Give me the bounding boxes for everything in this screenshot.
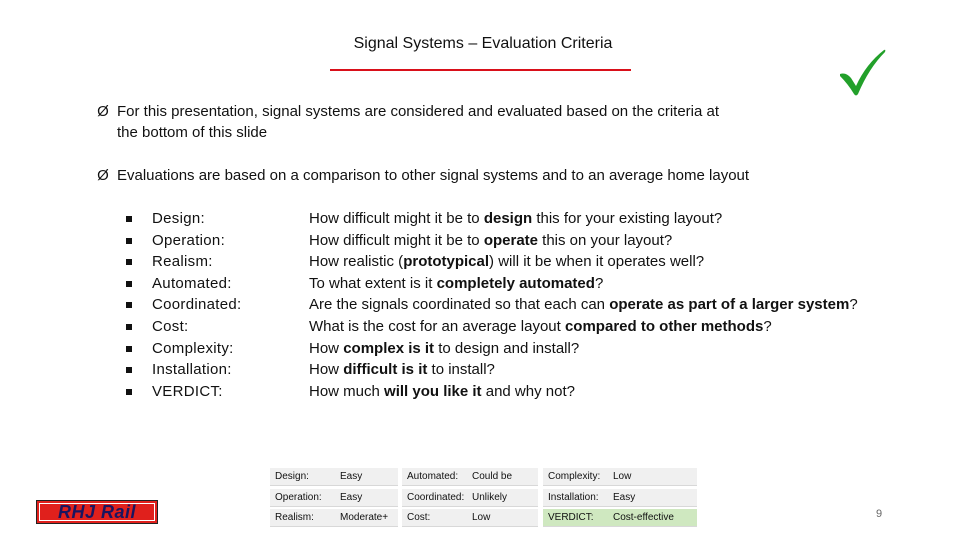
- evaluation-value: Easy: [340, 492, 363, 503]
- criteria-label: Installation:: [152, 361, 232, 379]
- criteria-description: [309, 316, 772, 338]
- evaluation-cell: [270, 509, 398, 527]
- logo-text: RHJ Rail: [57, 502, 137, 522]
- evaluation-cell: [402, 468, 538, 486]
- evaluation-value: Cost-effective: [613, 512, 674, 523]
- rhj-rail-logo: [36, 500, 158, 524]
- criteria-text: To what extent is it: [309, 274, 437, 292]
- criteria-description: [309, 338, 579, 360]
- evaluation-label: Cost:: [407, 512, 431, 523]
- square-bullet-icon: [126, 259, 132, 265]
- criteria-label: Operation:: [152, 231, 226, 249]
- evaluation-cell: [543, 468, 697, 486]
- criteria-label: Automated:: [152, 274, 232, 292]
- criteria-text: How difficult might it be to: [309, 231, 484, 249]
- slide-title: Signal Systems – Evaluation Criteria: [353, 35, 613, 52]
- criteria-emphasis: complex is it: [343, 339, 435, 357]
- criteria-label: Realism:: [152, 253, 213, 271]
- square-bullet-icon: [126, 238, 132, 244]
- criteria-text: How much: [309, 382, 385, 400]
- evaluation-cell: [270, 489, 398, 507]
- arrow-bullet-icon: Ø: [97, 167, 109, 184]
- criteria-description: [309, 208, 722, 230]
- evaluation-cell: [543, 489, 697, 507]
- evaluation-value: Low: [472, 512, 491, 523]
- criteria-emphasis: will you like it: [384, 382, 482, 400]
- criteria-text: ) will it be when it operates well?: [489, 253, 705, 271]
- criteria-emphasis: operate: [483, 231, 538, 249]
- bullet-line: the bottom of this slide: [117, 124, 268, 141]
- criteria-emphasis: compared to other methods: [564, 317, 764, 335]
- evaluation-label: Complexity:: [548, 471, 601, 482]
- evaluation-cell: [402, 509, 538, 527]
- criteria-description: [309, 273, 603, 295]
- evaluation-cell: [402, 489, 538, 507]
- bullet-text: Evaluations are based on a comparison to other signal systems and to an average home layout: [117, 167, 750, 184]
- criteria-text: this on your layout?: [538, 231, 673, 249]
- criteria-text: this for your existing layout?: [532, 210, 723, 227]
- criteria-label: Design:: [152, 210, 205, 227]
- bullet-text: [117, 101, 719, 143]
- criteria-label: Complexity:: [152, 339, 234, 357]
- criteria-emphasis: prototypical: [403, 253, 490, 271]
- square-bullet-icon: [126, 346, 132, 352]
- square-bullet-icon: [126, 302, 132, 308]
- criteria-text: ?: [594, 274, 604, 292]
- arrow-bullet-icon: Ø: [97, 103, 109, 120]
- criteria-text: How: [309, 361, 344, 379]
- criteria-text: Are the signals coordinated so that each can: [309, 296, 610, 314]
- bullet-line: For this presentation, signal systems are considered and evaluated based on the criteria at: [117, 103, 720, 120]
- criteria-emphasis: difficult is it: [343, 361, 428, 379]
- criteria-text: How realistic (: [309, 253, 404, 271]
- criteria-text: What is the cost for an average layout: [309, 317, 565, 335]
- criteria-emphasis: design: [483, 210, 533, 227]
- criteria-text: and why not?: [481, 382, 575, 400]
- criteria-text: to design and install?: [434, 339, 580, 357]
- evaluation-value: Unlikely: [472, 492, 508, 503]
- square-bullet-icon: [126, 389, 132, 395]
- evaluation-value: Easy: [340, 471, 363, 482]
- evaluation-cell: [270, 468, 398, 486]
- criteria-text: ?: [849, 296, 858, 314]
- criteria-text: How: [309, 339, 344, 357]
- evaluation-label: Design:: [275, 471, 309, 482]
- title-underline: [330, 69, 631, 71]
- criteria-description: [309, 294, 858, 316]
- checkmark-icon: [836, 46, 888, 98]
- criteria-description: [309, 251, 704, 273]
- evaluation-label: Automated:: [407, 471, 459, 482]
- criteria-emphasis: completely automated: [436, 274, 595, 292]
- evaluation-label: Realism:: [275, 512, 314, 523]
- criteria-description: [309, 381, 575, 403]
- evaluation-label: Operation:: [275, 492, 322, 503]
- evaluation-label: Coordinated:: [407, 492, 465, 503]
- criteria-description: [309, 359, 495, 381]
- criteria-text: How difficult might it be to: [309, 210, 484, 227]
- criteria-text: ?: [763, 317, 772, 335]
- criteria-emphasis: operate as part of a larger system: [609, 296, 850, 314]
- page-number: 9: [876, 508, 883, 520]
- evaluation-value: Low: [613, 471, 632, 482]
- criteria-label: Cost:: [152, 317, 189, 335]
- criteria-label: Coordinated:: [152, 296, 242, 314]
- evaluation-cell: [543, 509, 697, 527]
- square-bullet-icon: [126, 216, 132, 222]
- evaluation-label: VERDICT:: [548, 512, 594, 523]
- criteria-description: [309, 230, 672, 252]
- criteria-label: VERDICT:: [152, 382, 223, 400]
- square-bullet-icon: [126, 367, 132, 373]
- evaluation-label: Installation:: [548, 492, 599, 503]
- square-bullet-icon: [126, 324, 132, 330]
- evaluation-value: Easy: [613, 492, 636, 503]
- square-bullet-icon: [126, 281, 132, 287]
- criteria-text: to install?: [427, 361, 495, 379]
- evaluation-value: Could be: [472, 471, 513, 482]
- evaluation-value: Moderate+: [340, 512, 389, 523]
